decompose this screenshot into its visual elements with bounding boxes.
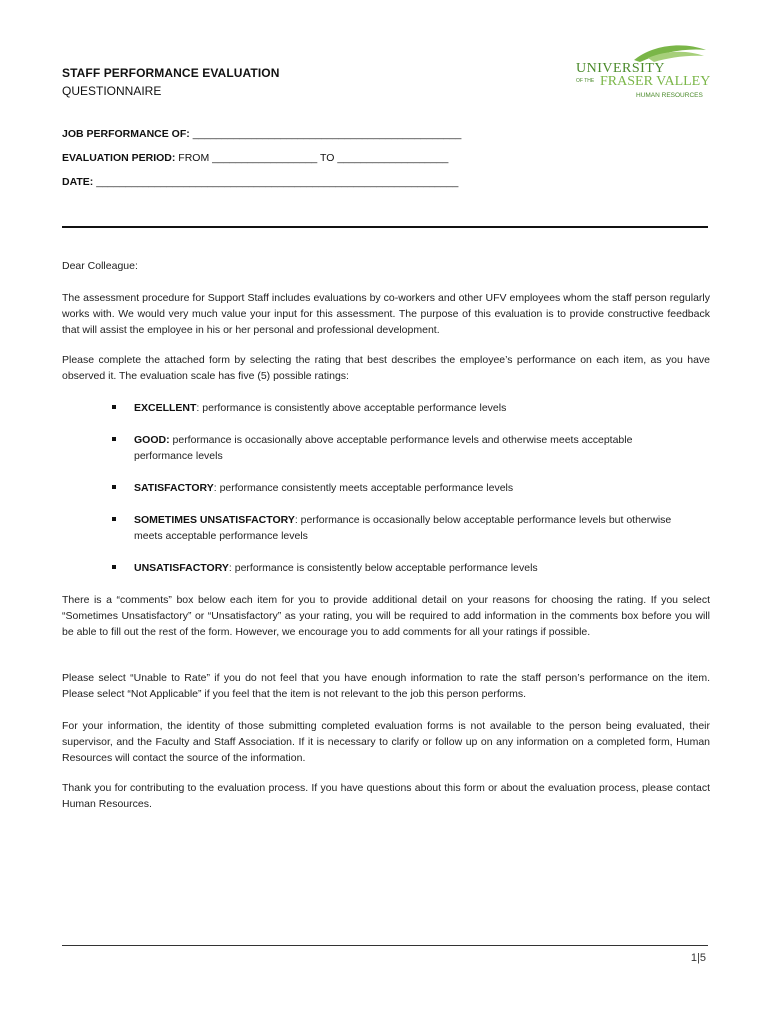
document-subtitle: QUESTIONNAIRE: [62, 84, 162, 98]
rating-sep: :: [228, 562, 232, 574]
rating-desc: performance is consistently below acceptable performance levels: [231, 562, 538, 574]
page-number: 1|5: [690, 952, 706, 964]
document-title: STAFF PERFORMANCE EVALUATION: [62, 66, 280, 80]
job-performance-field[interactable]: [62, 128, 461, 140]
rating-sep: :: [213, 482, 217, 494]
rating-item-excellent: [108, 400, 688, 416]
rating-term: GOOD:: [134, 434, 170, 446]
footer-divider: [62, 945, 708, 946]
period-from-label: FROM: [178, 152, 210, 164]
rating-term: SATISFACTORY: [134, 482, 214, 494]
logo-university: UNIVERSITY: [576, 61, 665, 76]
rating-sep: :: [196, 402, 200, 414]
paragraph-unable-to-rate: Please select “Unable to Rate” if you do not feel that you have enough information to rate the staff person’s performance on the item. Please select “Not Applicable” if you feel that the item is not relevant to the job this person performs.: [62, 672, 710, 700]
date-label: DATE:: [62, 176, 94, 188]
rating-term: SOMETIMES UNSATISFACTORY: [134, 514, 295, 526]
paragraph-thank-you: Thank you for contributing to the evaluation process. If you have questions about this form or about the evaluation process, please contact Human Resources.: [62, 782, 710, 810]
rating-desc: performance is consistently above acceptable performance levels: [199, 402, 507, 414]
rating-term: UNSATISFACTORY: [134, 562, 229, 574]
date-field[interactable]: [62, 176, 458, 188]
rating-desc: performance is occasionally below acceptable performance levels but otherwise meets acceptable performance levels: [134, 514, 672, 542]
greeting: Dear Colleague:: [62, 260, 138, 272]
rating-term: EXCELLENT: [134, 402, 197, 414]
rating-item-sometimes-unsatisfactory: [108, 512, 688, 544]
logo-of-the: OF THE: [576, 78, 595, 84]
period-to-label: TO: [320, 152, 335, 164]
date-blank[interactable]: ______________________________________________________________: [96, 176, 459, 188]
period-to-blank[interactable]: ___________________: [337, 152, 449, 164]
logo-human-resources: HUMAN RESOURCES: [636, 92, 703, 99]
bullet-icon: [112, 405, 116, 409]
rating-sep: :: [294, 514, 298, 526]
job-performance-blank[interactable]: ______________________________________________: [192, 128, 462, 140]
paragraph-confidentiality: For your information, the identity of those submitting completed evaluation forms is not available to the person being evaluated, their supervisor, and the Faculty and Staff Association. If it is necessary to clarify or follow up on any information on a completed form, Human Resources will contact the source of the information.: [62, 720, 710, 764]
evaluation-period-label: EVALUATION PERIOD:: [62, 152, 176, 164]
paragraph-comments: There is a “comments” box below each item for you to provide additional detail on your reasons for choosing the rating. If you select “Sometimes Unsatisfactory” or “Unsatisfactory” as your rating, you will be required to add information in the comments box before you will be able to fill out the rest of the form. However, we encourage you to add comments for all your ratings if possible.: [62, 594, 710, 638]
rating-item-satisfactory: [108, 480, 688, 496]
job-performance-label: JOB PERFORMANCE OF:: [62, 128, 190, 140]
rating-desc: performance consistently meets acceptable performance levels: [216, 482, 514, 494]
period-from-blank[interactable]: __________________: [212, 152, 318, 164]
rating-scale-list: [108, 400, 688, 592]
rating-item-unsatisfactory: [108, 560, 688, 576]
bullet-icon: [112, 565, 116, 569]
bullet-icon: [112, 485, 116, 489]
ufv-logo: [574, 40, 710, 102]
bullet-icon: [112, 517, 116, 521]
rating-desc: performance is occasionally above acceptable performance levels and otherwise meets acceptable performance levels: [134, 434, 633, 462]
evaluation-period-field[interactable]: [62, 152, 448, 164]
paragraph-intro: The assessment procedure for Support Staff includes evaluations by co-workers and other UFV employees whom the staff person regularly works with. We would very much value your input for this assessment. The purpose of this evaluation is to provide constructive feedback that will assist the employee in his or her personal and professional development.: [62, 292, 710, 336]
rating-item-good: [108, 432, 688, 464]
paragraph-instructions: Please complete the attached form by selecting the rating that best describes the employee’s performance on each item, as you have observed it. The evaluation scale has five (5) possible ratings:: [62, 354, 710, 382]
header-divider: [62, 226, 708, 228]
logo-fraser-valley: FRASER VALLEY: [600, 74, 710, 89]
bullet-icon: [112, 437, 116, 441]
